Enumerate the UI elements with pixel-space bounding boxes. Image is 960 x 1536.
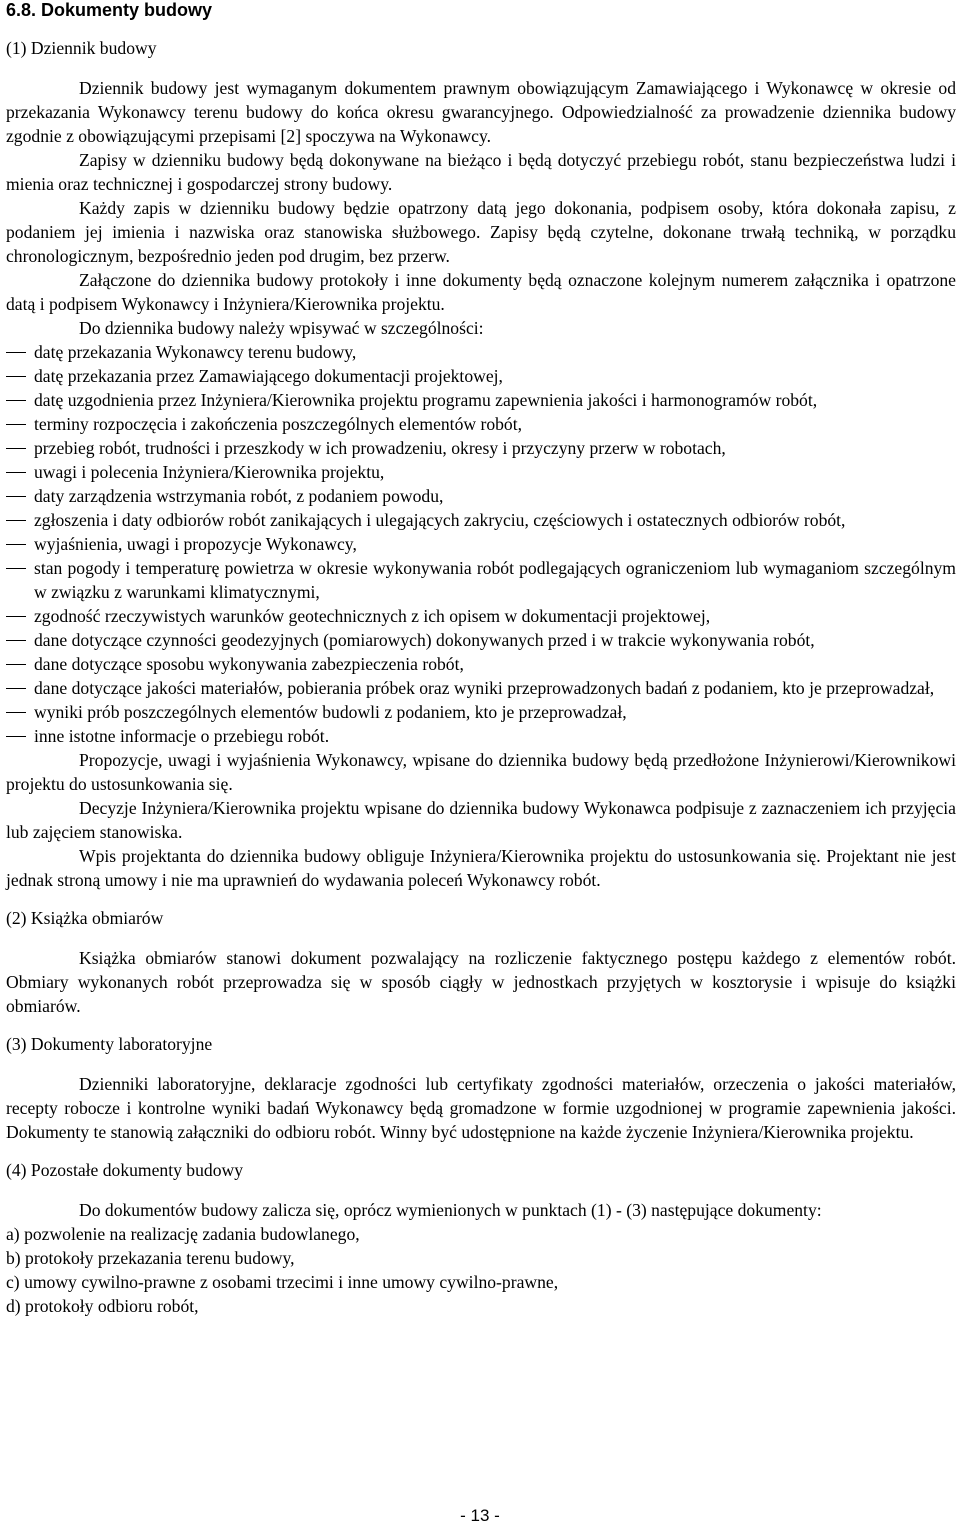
- subsection-heading-4: (4) Pozostałe dokumenty budowy: [6, 1160, 243, 1180]
- list-item: wyjaśnienia, uwagi i propozycje Wykonawcy,: [6, 532, 956, 556]
- paragraph: Dziennik budowy jest wymaganym dokumentem prawnym obowiązującym Zamawiającego i Wykonawcę w okresie od przekazania Wykonawcy terenu budowy do końca okresu gwarancyjnego. Odpowiedzialność za prowadzenie dziennika budowy zgodnie z obowiązującymi przepisami [2] spoczywa na Wykonawcy.: [6, 78, 956, 146]
- paragraph: Załączone do dziennika budowy protokoły i inne dokumenty będą oznaczone kolejnym numerem załącznika i opatrzone datą i podpisem Wykonawcy i Inżyniera/Kierownika projektu.: [6, 270, 956, 314]
- list-item: c) umowy cywilno-prawne z osobami trzecimi i inne umowy cywilno-prawne,: [6, 1272, 559, 1292]
- spacer: [6, 1056, 956, 1072]
- list-item: d) protokoły odbioru robót,: [6, 1296, 199, 1316]
- list-item: dane dotyczące sposobu wykonywania zabezpieczenia robót,: [6, 652, 956, 676]
- list-item: zgodność rzeczywistych warunków geotechnicznych z ich opisem w dokumentacji projektowej,: [6, 604, 956, 628]
- list-item: datę przekazania przez Zamawiającego dokumentacji projektowej,: [6, 364, 956, 388]
- list-item: dane dotyczące jakości materiałów, pobierania próbek oraz wyniki przeprowadzonych badań z podaniem, kto je przeprowadzał,: [6, 676, 956, 700]
- subsection-heading-1: (1) Dziennik budowy: [6, 38, 157, 58]
- list-item: uwagi i polecenia Inżyniera/Kierownika projektu,: [6, 460, 956, 484]
- list-item: a) pozwolenie na realizację zadania budowlanego,: [6, 1224, 360, 1244]
- spacer: [6, 60, 956, 76]
- list-item: datę przekazania Wykonawcy terenu budowy,: [6, 340, 956, 364]
- diary-entries-list: [6, 340, 956, 748]
- spacer: [6, 1182, 956, 1198]
- document-page: [6, 0, 956, 1318]
- page-number: - 13 -: [460, 1506, 500, 1525]
- list-item: zgłoszenia i daty odbiorów robót zanikających i ulegających zakryciu, częściowych i ostatecznych odbiorów robót,: [6, 508, 956, 532]
- list-item: b) protokoły przekazania terenu budowy,: [6, 1248, 295, 1268]
- paragraph: Do dziennika budowy należy wpisywać w szczególności:: [79, 318, 484, 338]
- list-item: datę uzgodnienia przez Inżyniera/Kierownika projektu programu zapewnienia jakości i harmonogramów robót,: [6, 388, 956, 412]
- paragraph: Propozycje, uwagi i wyjaśnienia Wykonawcy, wpisane do dziennika budowy będą przedłożone Inżynierowi/Kierownikowi projektu do ustosunkowania się.: [6, 750, 956, 794]
- spacer: [6, 930, 956, 946]
- list-item: stan pogody i temperaturę powietrza w okresie wykonywania robót podlegających ograniczeniom lub wymaganiom szczególnym w związku z warunkami klimatycznymi,: [6, 556, 956, 604]
- paragraph: Decyzje Inżyniera/Kierownika projektu wpisane do dziennika budowy Wykonawca podpisuje z zaznaczeniem ich przyjęcia lub zajęciem stanowiska.: [6, 798, 956, 842]
- paragraph: Każdy zapis w dzienniku budowy będzie opatrzony datą jego dokonania, podpisem osoby, która dokonała zapisu, z podaniem jej imienia i nazwiska oraz stanowiska służbowego. Zapisy będą czytelne, dokonane trwałą techniką, w porządku chronologicznym, bezpośrednio jeden pod drugim, bez przerw.: [6, 198, 956, 266]
- list-item: daty zarządzenia wstrzymania robót, z podaniem powodu,: [6, 484, 956, 508]
- section-title: 6.8. Dokumenty budowy: [6, 0, 213, 20]
- paragraph: Wpis projektanta do dziennika budowy obliguje Inżyniera/Kierownika projektu do ustosunkowania się. Projektant nie jest jednak stroną umowy i nie ma uprawnień do wydawania poleceń Wykonawcy robót.: [6, 846, 956, 890]
- list-item: dane dotyczące czynności geodezyjnych (pomiarowych) dokonywanych przed i w trakcie wykonywania robót,: [6, 628, 956, 652]
- list-item: przebieg robót, trudności i przeszkody w ich prowadzeniu, okresy i przyczyny przerw w robotach,: [6, 436, 956, 460]
- list-item: wyniki prób poszczególnych elementów budowli z podaniem, kto je przeprowadzał,: [6, 700, 956, 724]
- list-item: inne istotne informacje o przebiegu robót.: [6, 724, 956, 748]
- paragraph: Do dokumentów budowy zalicza się, oprócz wymienionych w punktach (1) - (3) następujące dokumenty:: [79, 1200, 822, 1220]
- paragraph: Książka obmiarów stanowi dokument pozwalający na rozliczenie faktycznego postępu każdego z elementów robót. Obmiary wykonanych robót przeprowadza się w sposób ciągły w jednostkach przyjętych w kosztorysie i wpisuje do książki obmiarów.: [6, 948, 956, 1016]
- paragraph: Zapisy w dzienniku budowy będą dokonywane na bieżąco i będą dotyczyć przebiegu robót, stanu bezpieczeństwa ludzi i mienia oraz technicznej i gospodarczej strony budowy.: [6, 150, 956, 194]
- subsection-heading-3: (3) Dokumenty laboratoryjne: [6, 1034, 213, 1054]
- list-item: terminy rozpoczęcia i zakończenia poszczególnych elementów robót,: [6, 412, 956, 436]
- subsection-heading-2: (2) Książka obmiarów: [6, 908, 164, 928]
- paragraph: Dzienniki laboratoryjne, deklaracje zgodności lub certyfikaty zgodności materiałów, orzeczenia o jakości materiałów, recepty robocze i kontrolne wyniki badań Wykonawcy będą gromadzone w formie uzgodnionej w programie zapewnienia jakości. Dokumenty te stanowią załączniki do odbioru robót. Winny być udostępnione na każde życzenie Inżyniera/Kierownika projektu.: [6, 1074, 956, 1142]
